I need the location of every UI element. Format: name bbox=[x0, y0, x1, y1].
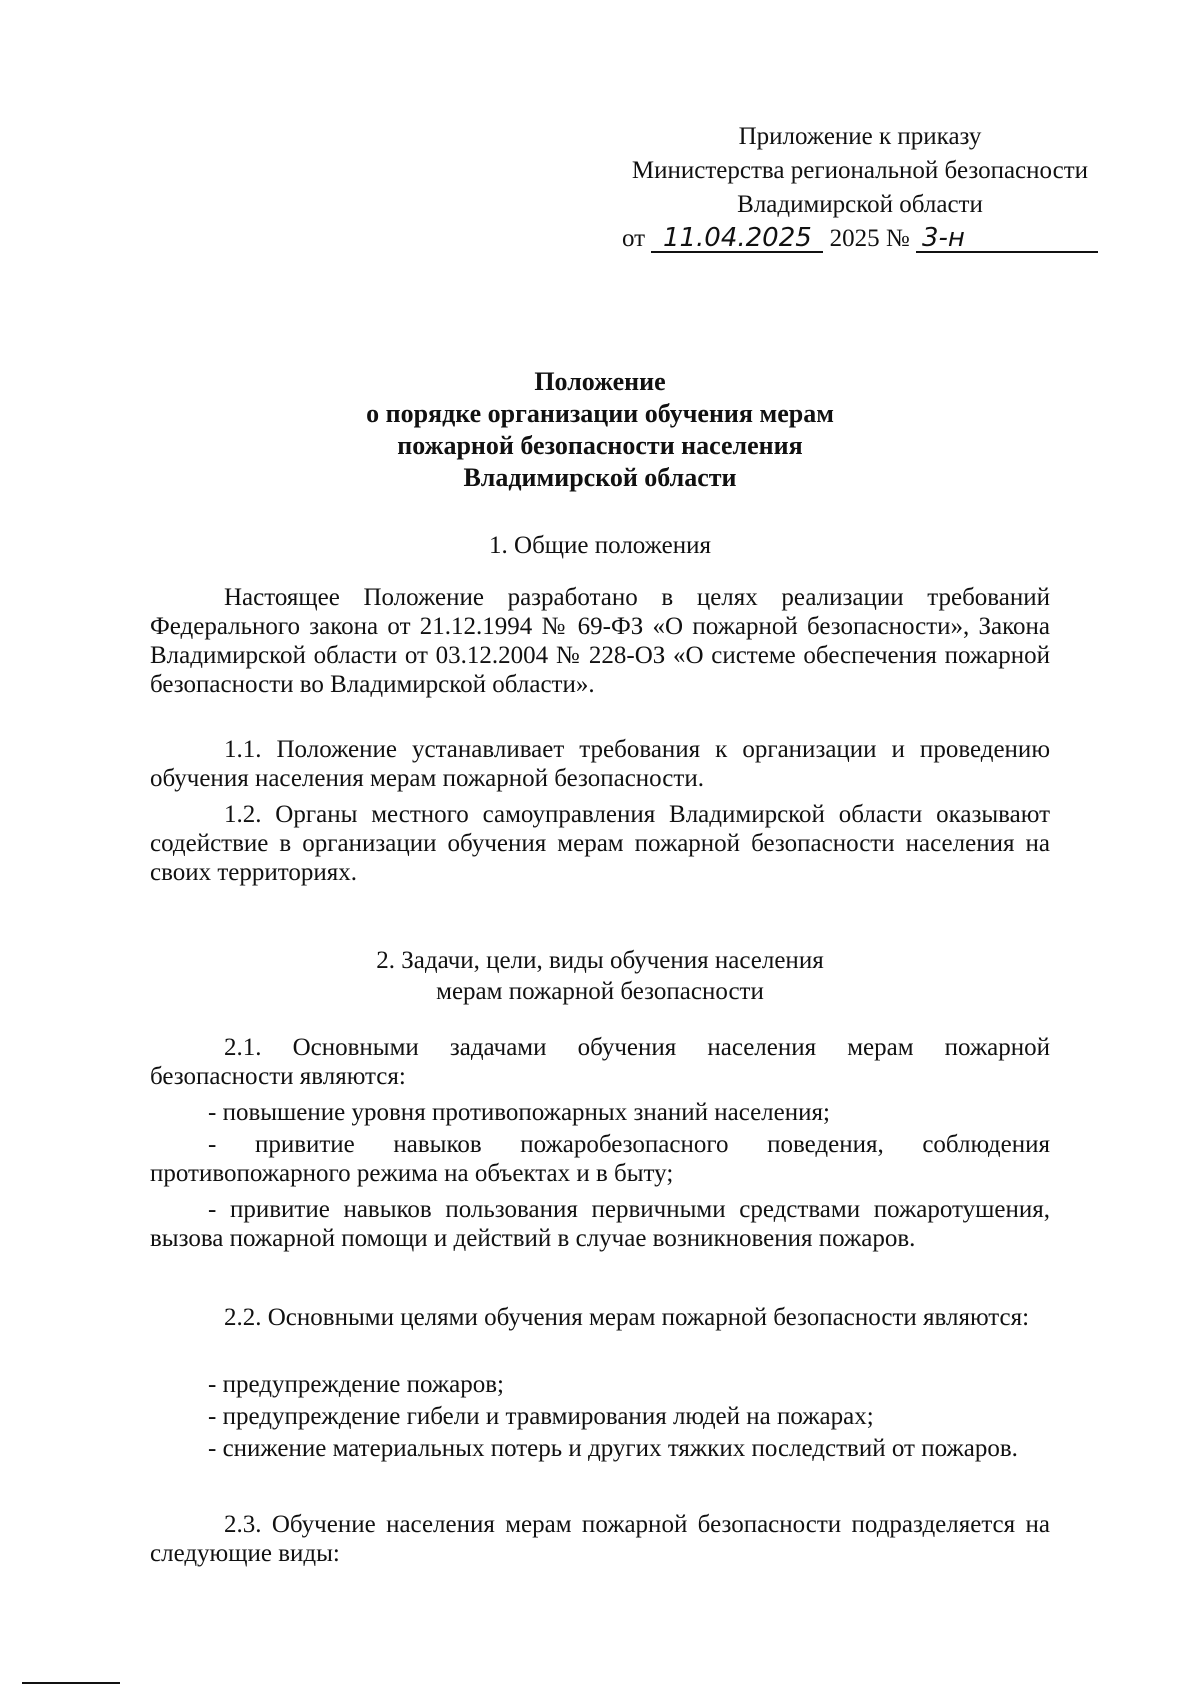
from-label: от bbox=[622, 225, 646, 252]
section-2-heading-line-2: мерам пожарной безопасности bbox=[436, 978, 764, 1005]
task-item-2: - привитие навыков пожаробезопасного поведения, соблюдения противопожарного режима на объектах и в быту; bbox=[150, 1131, 1050, 1187]
footnote-divider bbox=[22, 1682, 120, 1684]
goal-item-3: - снижение материальных потерь и других тяжких последствий от пожаров. bbox=[208, 1435, 1018, 1462]
appendix-header bbox=[600, 120, 1120, 256]
appendix-line-2: Министерства региональной безопасности bbox=[631, 157, 1089, 184]
appendix-line-3: Владимирской области bbox=[737, 191, 983, 218]
title-line-2: о порядке организации обучения мерам bbox=[366, 399, 834, 428]
task-item-3: - привитие навыков пользования первичными средствами пожаротушения, вызова пожарной помощи и действий в случае возникновения пожаров. bbox=[150, 1196, 1050, 1252]
handwritten-number: 3-н bbox=[916, 225, 1098, 253]
section-1-heading: 1. Общие положения bbox=[489, 532, 711, 559]
paragraph-1-2: 1.2. Органы местного самоуправления Владимирской области оказывают содействие в организации обучения мерам пожарной безопасности населения на своих территориях. bbox=[150, 801, 1050, 886]
goal-item-1: - предупреждение пожаров; bbox=[208, 1371, 504, 1398]
section-2-heading bbox=[160, 945, 1040, 1007]
paragraph-1-1: 1.1. Положение устанавливает требования к организации и проведению обучения населения мерам пожарной безопасности. bbox=[150, 736, 1050, 792]
intro-paragraph: Настоящее Положение разработано в целях реализации требований Федерального закона от 21.12.1994 № 69-ФЗ «О пожарной безопасности», Закона Владимирской области от 03.12.2004 № 228-ОЗ «О системе обеспечения пожарной безопасности во Владимирской области». bbox=[150, 584, 1050, 698]
paragraph-2-2: 2.2. Основными целями обучения мерам пожарной безопасности являются: bbox=[224, 1304, 1030, 1331]
document-title bbox=[160, 366, 1040, 494]
title-line-3: пожарной безопасности населения bbox=[397, 431, 803, 460]
paragraph-2-1: 2.1. Основными задачами обучения населения мерам пожарной безопасности являются: bbox=[150, 1034, 1050, 1090]
appendix-line-1: Приложение к приказу bbox=[738, 123, 982, 150]
handwritten-date: 11.04.2025 bbox=[651, 225, 823, 253]
title-line-4: Владимирской области bbox=[463, 463, 737, 492]
order-date-number bbox=[600, 222, 1120, 256]
year-label: 2025 № bbox=[829, 225, 910, 252]
title-line-1: Положение bbox=[534, 367, 666, 396]
goal-item-2: - предупреждение гибели и травмирования людей на пожарах; bbox=[208, 1403, 874, 1430]
section-2-heading-line-1: 2. Задачи, цели, виды обучения населения bbox=[376, 947, 824, 974]
paragraph-2-3: 2.3. Обучение населения мерам пожарной безопасности подразделяется на следующие виды: bbox=[150, 1511, 1050, 1567]
task-item-1: - повышение уровня противопожарных знаний населения; bbox=[208, 1099, 830, 1126]
